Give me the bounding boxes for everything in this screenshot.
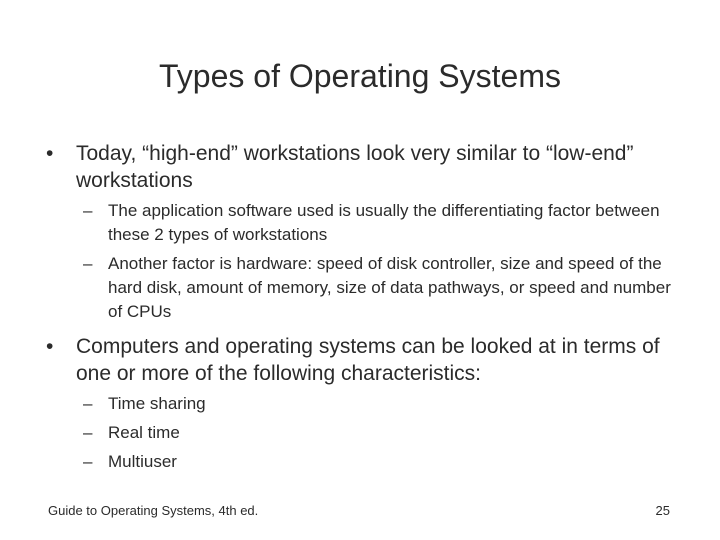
slide-title: Types of Operating Systems — [159, 58, 561, 94]
sub-bullet-item — [83, 421, 673, 445]
bullet-marker: • — [46, 335, 54, 358]
sub-bullet-text: Multiuser — [108, 452, 177, 471]
sub-bullet-item — [83, 252, 673, 324]
bullet-item — [46, 140, 686, 194]
sub-bullet-text: The application software used is usually the differentiating factor between these 2 types of workstations — [108, 201, 660, 244]
bullet-marker: • — [46, 142, 54, 165]
sub-bullet-item — [83, 392, 673, 416]
sub-bullet-marker: – — [83, 254, 93, 273]
sub-bullet-text: Another factor is hardware: speed of disk controller, size and speed of the hard disk, amount of memory, size of data pathways, or speed and number of CPUs — [108, 254, 671, 321]
sub-bullet-text: Time sharing — [108, 394, 206, 413]
bullet-text: Today, “high-end” workstations look very similar to “low-end” workstations — [76, 142, 634, 192]
sub-bullet-item — [83, 199, 673, 247]
sub-bullet-marker: – — [83, 201, 93, 220]
sub-bullet-marker: – — [83, 423, 93, 442]
page-number: 25 — [655, 503, 670, 518]
bullet-text: Computers and operating systems can be looked at in terms of one or more of the following characteristics: — [76, 335, 660, 385]
sub-bullet-item — [83, 450, 673, 474]
sub-bullet-text: Real time — [108, 423, 180, 442]
bullet-item — [46, 333, 686, 387]
footer-source: Guide to Operating Systems, 4th ed. — [48, 503, 259, 518]
sub-bullet-marker: – — [83, 394, 93, 413]
sub-bullet-marker: – — [83, 452, 93, 471]
